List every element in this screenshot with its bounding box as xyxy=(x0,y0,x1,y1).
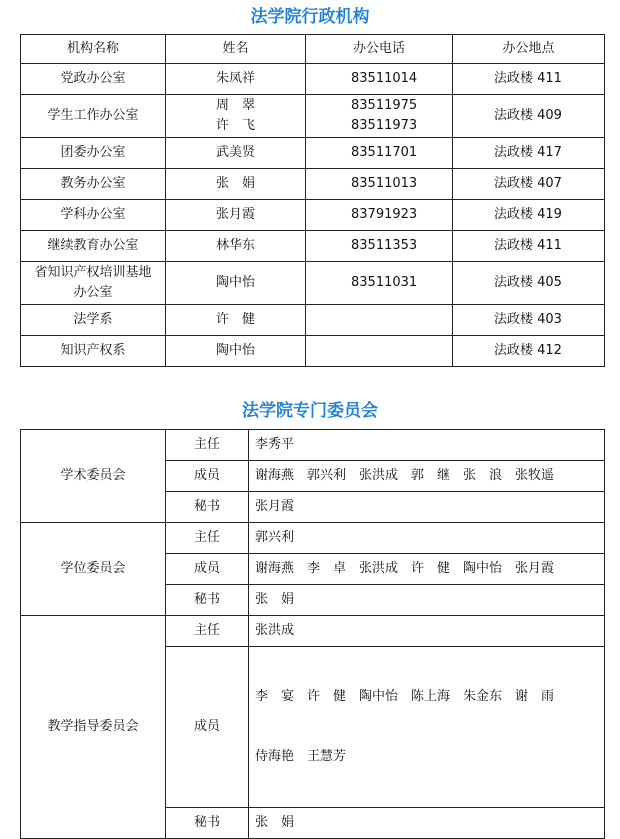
committees-title: 法学院专门委员会 xyxy=(242,401,378,421)
table-row xyxy=(21,430,605,461)
table-row xyxy=(21,523,605,554)
role-cell: 成员 xyxy=(166,554,249,585)
table-row xyxy=(21,305,605,336)
role-cell: 主任 xyxy=(166,616,249,647)
header-dept: 机构名称 xyxy=(21,35,166,64)
role-cell: 秘书 xyxy=(166,585,249,616)
name-line: 周 翠 xyxy=(215,98,255,113)
phone-cell: 83511353 xyxy=(306,231,453,262)
name-cell: 张月霞 xyxy=(166,200,306,231)
location-cell: 法政楼 411 xyxy=(453,64,605,95)
members-cell: 谢海燕 李 卓 张洪成 许 健 陶中怡 张月霞 xyxy=(249,554,605,585)
dept-cell: 知识产权系 xyxy=(21,336,166,367)
role-cell: 主任 xyxy=(166,523,249,554)
table-row xyxy=(21,138,605,169)
table-row xyxy=(21,262,605,305)
members-cell: 谢海燕 郭兴利 张洪成 郭 继 张 浪 张牧遥 xyxy=(249,461,605,492)
phone-cell: 83511031 xyxy=(306,262,453,305)
phone-cell: 83791923 xyxy=(306,200,453,231)
table-row xyxy=(21,231,605,262)
location-cell: 法政楼 409 xyxy=(453,95,605,138)
members-line: 李 宴 许 健 陶中怡 陈上海 朱金东 谢 雨 xyxy=(255,689,555,704)
dept-cell: 学生工作办公室 xyxy=(21,95,166,138)
location-cell: 法政楼 419 xyxy=(453,200,605,231)
role-cell: 秘书 xyxy=(166,492,249,523)
location-cell: 法政楼 417 xyxy=(453,138,605,169)
name-cell: 张 娟 xyxy=(166,169,306,200)
phone-cell xyxy=(306,305,453,336)
dept-cell: 党政办公室 xyxy=(21,64,166,95)
dept-cell xyxy=(21,262,166,305)
members-cell: 李秀平 xyxy=(249,430,605,461)
members-cell: 张 娟 xyxy=(249,808,605,839)
dept-cell: 团委办公室 xyxy=(21,138,166,169)
header-location: 办公地点 xyxy=(453,35,605,64)
table-row xyxy=(21,616,605,647)
members-cell xyxy=(249,647,605,808)
dept-cell: 法学系 xyxy=(21,305,166,336)
table-row xyxy=(21,169,605,200)
location-cell: 法政楼 412 xyxy=(453,336,605,367)
members-cell: 张月霞 xyxy=(249,492,605,523)
phone-cell: 83511701 xyxy=(306,138,453,169)
dept-line: 省知识产权培训基地 xyxy=(34,265,152,280)
table-row xyxy=(21,95,605,138)
dept-cell: 教务办公室 xyxy=(21,169,166,200)
location-cell: 法政楼 411 xyxy=(453,231,605,262)
committee-name: 学位委员会 xyxy=(21,523,166,616)
phone-line: 83511975 xyxy=(351,98,418,113)
admin-org-table xyxy=(20,34,605,367)
dept-cell: 继续教育办公室 xyxy=(21,231,166,262)
name-cell: 陶中怡 xyxy=(166,262,306,305)
committee-name: 学术委员会 xyxy=(21,430,166,523)
location-cell: 法政楼 403 xyxy=(453,305,605,336)
table-row xyxy=(21,336,605,367)
role-cell: 成员 xyxy=(166,461,249,492)
name-line: 许 飞 xyxy=(215,118,255,133)
phone-cell: 83511014 xyxy=(306,64,453,95)
name-cell: 林华东 xyxy=(166,231,306,262)
table-row xyxy=(21,64,605,95)
phone-cell xyxy=(306,336,453,367)
name-cell: 朱凤祥 xyxy=(166,64,306,95)
members-cell: 张洪成 xyxy=(249,616,605,647)
header-name: 姓名 xyxy=(166,35,306,64)
name-cell: 陶中怡 xyxy=(166,336,306,367)
location-cell: 法政楼 407 xyxy=(453,169,605,200)
phone-line: 83511973 xyxy=(351,118,418,133)
admin-title: 法学院行政机构 xyxy=(250,7,370,27)
dept-cell: 学科办公室 xyxy=(21,200,166,231)
table-header-row xyxy=(21,35,605,64)
role-cell: 主任 xyxy=(166,430,249,461)
header-phone: 办公电话 xyxy=(306,35,453,64)
name-cell xyxy=(166,95,306,138)
name-cell: 许 健 xyxy=(166,305,306,336)
role-cell: 成员 xyxy=(166,647,249,808)
phone-cell xyxy=(306,95,453,138)
committees-table xyxy=(20,429,605,839)
role-cell: 秘书 xyxy=(166,808,249,839)
members-cell: 张 娟 xyxy=(249,585,605,616)
members-cell: 郭兴利 xyxy=(249,523,605,554)
name-cell: 武美贤 xyxy=(166,138,306,169)
members-line: 侍海艳 王慧芳 xyxy=(255,749,347,764)
committee-name: 教学指导委员会 xyxy=(21,616,166,839)
phone-cell: 83511013 xyxy=(306,169,453,200)
dept-line: 办公室 xyxy=(73,285,113,300)
table-row xyxy=(21,200,605,231)
location-cell: 法政楼 405 xyxy=(453,262,605,305)
